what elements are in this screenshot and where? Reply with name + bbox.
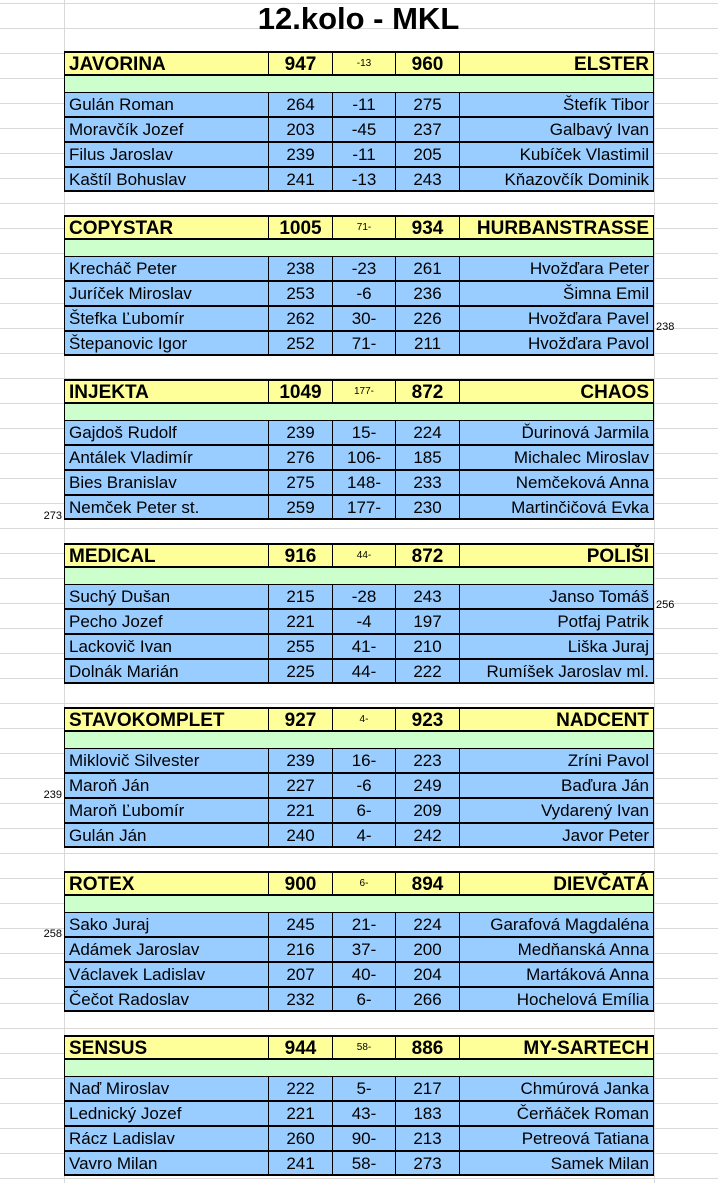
side-note: 238 (656, 321, 675, 333)
away-player-name: Martinčičová Evka (459, 495, 654, 520)
player-row (64, 306, 654, 331)
player-row (64, 609, 654, 634)
home-player-score: 253 (268, 281, 333, 306)
away-player-name: Baďura Ján (459, 773, 654, 798)
home-player-name: Antálek Vladimír (64, 445, 269, 470)
spacer-row (64, 896, 654, 912)
page-title: 12.kolo - MKL (257, 1, 460, 36)
home-player-name: Štefka Ľubomír (64, 306, 269, 331)
match-block (64, 215, 654, 356)
spacer-row (64, 76, 654, 92)
player-row (64, 331, 654, 356)
running-difference: 106- (332, 445, 396, 470)
away-player-name: Hvožďara Peter (459, 256, 654, 281)
away-player-score: 243 (395, 584, 460, 609)
away-team-name: ELSTER (459, 51, 654, 76)
home-player-score: 207 (268, 962, 333, 987)
away-player-score: 236 (395, 281, 460, 306)
away-player-score: 273 (395, 1151, 460, 1176)
home-player-name: Juríček Miroslav (64, 281, 269, 306)
away-player-score: 243 (395, 167, 460, 192)
away-player-name: Martáková Anna (459, 962, 654, 987)
side-note: 273 (43, 510, 62, 522)
player-row (64, 823, 654, 848)
player-row (64, 1076, 654, 1101)
away-team-score: 923 (395, 707, 460, 732)
match-block (64, 543, 654, 684)
away-team-score: 934 (395, 215, 460, 240)
away-player-name: Janso Tomáš (459, 584, 654, 609)
away-player-score: 213 (395, 1126, 460, 1151)
player-row (64, 912, 654, 937)
away-player-name: Rumíšek Jaroslav ml. (459, 659, 654, 684)
match-difference: 44- (332, 543, 396, 568)
home-team-name: SENSUS (64, 1035, 269, 1060)
spacer-row (64, 240, 654, 256)
home-player-name: Václavek Ladislav (64, 962, 269, 987)
running-difference: -23 (332, 256, 396, 281)
away-player-name: Hvožďara Pavol (459, 331, 654, 356)
player-row (64, 445, 654, 470)
home-team-score: 1049 (268, 379, 333, 404)
home-player-score: 240 (268, 823, 333, 848)
away-player-score: 242 (395, 823, 460, 848)
home-player-name: Lednický Jozef (64, 1101, 269, 1126)
home-team-score: 947 (268, 51, 333, 76)
running-difference: 6- (332, 987, 396, 1012)
home-player-score: 221 (268, 609, 333, 634)
match-header (64, 543, 654, 568)
home-player-name: Adámek Jaroslav (64, 937, 269, 962)
home-team-score: 1005 (268, 215, 333, 240)
away-player-name: Medňanská Anna (459, 937, 654, 962)
home-player-name: Maroň Ján (64, 773, 269, 798)
player-row (64, 117, 654, 142)
player-row (64, 773, 654, 798)
home-player-score: 232 (268, 987, 333, 1012)
away-player-name: Javor Peter (459, 823, 654, 848)
home-player-score: 241 (268, 167, 333, 192)
away-team-name: POLIŠI (459, 543, 654, 568)
home-player-name: Nemček Peter st. (64, 495, 269, 520)
home-player-score: 216 (268, 937, 333, 962)
spacer-row (64, 568, 654, 584)
home-player-score: 275 (268, 470, 333, 495)
home-player-score: 239 (268, 142, 333, 167)
home-player-name: Moravčík Jozef (64, 117, 269, 142)
away-team-name: HURBANSTRASSE (459, 215, 654, 240)
running-difference: -4 (332, 609, 396, 634)
player-row (64, 659, 654, 684)
away-player-score: 275 (395, 92, 460, 117)
home-player-score: 215 (268, 584, 333, 609)
home-player-name: Gajdoš Rudolf (64, 420, 269, 445)
running-difference: 37- (332, 937, 396, 962)
away-team-name: CHAOS (459, 379, 654, 404)
home-player-name: Naď Miroslav (64, 1076, 269, 1101)
home-player-score: 252 (268, 331, 333, 356)
match-header (64, 379, 654, 404)
home-team-score: 900 (268, 871, 333, 896)
match-block (64, 51, 654, 192)
match-header (64, 215, 654, 240)
player-row (64, 1101, 654, 1126)
player-row (64, 470, 654, 495)
away-player-score: 233 (395, 470, 460, 495)
running-difference: 58- (332, 1151, 396, 1176)
home-player-score: 239 (268, 748, 333, 773)
player-row (64, 1126, 654, 1151)
away-player-name: Nemčeková Anna (459, 470, 654, 495)
home-team-score: 927 (268, 707, 333, 732)
away-player-name: Hvožďara Pavel (459, 306, 654, 331)
away-player-score: 226 (395, 306, 460, 331)
home-team-name: JAVORINA (64, 51, 269, 76)
match-header (64, 51, 654, 76)
running-difference: 6- (332, 798, 396, 823)
away-player-name: Galbavý Ivan (459, 117, 654, 142)
player-row (64, 167, 654, 192)
running-difference: 71- (332, 331, 396, 356)
away-player-name: Samek Milan (459, 1151, 654, 1176)
player-row (64, 798, 654, 823)
away-player-name: Kňazovčík Dominik (459, 167, 654, 192)
match-header (64, 1035, 654, 1060)
player-row (64, 142, 654, 167)
home-team-score: 916 (268, 543, 333, 568)
home-team-name: MEDICAL (64, 543, 269, 568)
running-difference: 5- (332, 1076, 396, 1101)
running-difference: -11 (332, 142, 396, 167)
spacer-row (64, 404, 654, 420)
away-player-name: Štefík Tibor (459, 92, 654, 117)
away-player-score: 230 (395, 495, 460, 520)
away-player-score: 224 (395, 912, 460, 937)
running-difference: -6 (332, 773, 396, 798)
home-player-score: 227 (268, 773, 333, 798)
away-team-name: NADCENT (459, 707, 654, 732)
match-difference: 6- (332, 871, 396, 896)
match-difference: 58- (332, 1035, 396, 1060)
home-player-score: 239 (268, 420, 333, 445)
home-player-name: Sako Juraj (64, 912, 269, 937)
away-player-score: 222 (395, 659, 460, 684)
match-header (64, 871, 654, 896)
home-team-name: STAVOKOMPLET (64, 707, 269, 732)
running-difference: -45 (332, 117, 396, 142)
away-team-score: 894 (395, 871, 460, 896)
player-row (64, 584, 654, 609)
player-row (64, 256, 654, 281)
home-player-score: 264 (268, 92, 333, 117)
home-player-score: 221 (268, 798, 333, 823)
away-player-score: 197 (395, 609, 460, 634)
home-player-name: Bies Branislav (64, 470, 269, 495)
away-team-score: 872 (395, 543, 460, 568)
home-player-name: Maroň Ľubomír (64, 798, 269, 823)
away-player-name: Čerňáček Roman (459, 1101, 654, 1126)
home-player-name: Pecho Jozef (64, 609, 269, 634)
away-player-score: 211 (395, 331, 460, 356)
match-block (64, 1035, 654, 1176)
running-difference: 21- (332, 912, 396, 937)
home-player-score: 238 (268, 256, 333, 281)
running-difference: 4- (332, 823, 396, 848)
away-player-score: 185 (395, 445, 460, 470)
home-team-name: INJEKTA (64, 379, 269, 404)
away-team-score: 872 (395, 379, 460, 404)
away-player-name: Kubíček Vlastimil (459, 142, 654, 167)
home-player-name: Miklovič Silvester (64, 748, 269, 773)
home-player-score: 241 (268, 1151, 333, 1176)
running-difference: 41- (332, 634, 396, 659)
home-player-score: 245 (268, 912, 333, 937)
away-player-name: Ďurinová Jarmila (459, 420, 654, 445)
side-note: 258 (43, 928, 62, 940)
home-player-score: 225 (268, 659, 333, 684)
home-player-name: Filus Jaroslav (64, 142, 269, 167)
away-player-name: Michalec Miroslav (459, 445, 654, 470)
player-row (64, 495, 654, 520)
home-player-name: Lackovič Ivan (64, 634, 269, 659)
away-player-score: 223 (395, 748, 460, 773)
player-row (64, 937, 654, 962)
away-team-name: MY-SARTECH (459, 1035, 654, 1060)
player-row (64, 281, 654, 306)
match-block (64, 379, 654, 520)
home-player-name: Dolnák Marián (64, 659, 269, 684)
player-row (64, 962, 654, 987)
running-difference: -6 (332, 281, 396, 306)
away-player-name: Šimna Emil (459, 281, 654, 306)
home-player-score: 222 (268, 1076, 333, 1101)
running-difference: 16- (332, 748, 396, 773)
home-player-score: 221 (268, 1101, 333, 1126)
away-player-score: 266 (395, 987, 460, 1012)
player-row (64, 92, 654, 117)
running-difference: 15- (332, 420, 396, 445)
running-difference: 43- (332, 1101, 396, 1126)
running-difference: 30- (332, 306, 396, 331)
side-note: 256 (656, 599, 675, 611)
running-difference: -11 (332, 92, 396, 117)
player-row (64, 748, 654, 773)
away-player-score: 237 (395, 117, 460, 142)
away-player-name: Chmúrová Janka (459, 1076, 654, 1101)
home-player-score: 276 (268, 445, 333, 470)
running-difference: 44- (332, 659, 396, 684)
home-team-name: COPYSTAR (64, 215, 269, 240)
player-row (64, 420, 654, 445)
away-team-name: DIEVČATÁ (459, 871, 654, 896)
away-player-name: Potfaj Patrik (459, 609, 654, 634)
away-player-score: 204 (395, 962, 460, 987)
running-difference: -28 (332, 584, 396, 609)
away-player-score: 200 (395, 937, 460, 962)
spacer-row (64, 1060, 654, 1076)
spacer-row (64, 732, 654, 748)
away-player-name: Hochelová Emília (459, 987, 654, 1012)
away-player-score: 217 (395, 1076, 460, 1101)
away-player-name: Garafová Magdaléna (459, 912, 654, 937)
home-player-score: 260 (268, 1126, 333, 1151)
match-header (64, 707, 654, 732)
home-player-score: 203 (268, 117, 333, 142)
player-row (64, 987, 654, 1012)
player-row (64, 1151, 654, 1176)
running-difference: 148- (332, 470, 396, 495)
player-row (64, 634, 654, 659)
match-block (64, 707, 654, 848)
away-player-name: Liška Juraj (459, 634, 654, 659)
home-team-name: ROTEX (64, 871, 269, 896)
home-player-score: 255 (268, 634, 333, 659)
away-player-score: 205 (395, 142, 460, 167)
home-player-score: 259 (268, 495, 333, 520)
home-player-name: Kaštíl Bohuslav (64, 167, 269, 192)
home-player-name: Gulán Roman (64, 92, 269, 117)
away-player-score: 261 (395, 256, 460, 281)
running-difference: 177- (332, 495, 396, 520)
match-difference: 177- (332, 379, 396, 404)
home-player-score: 262 (268, 306, 333, 331)
home-player-name: Vavro Milan (64, 1151, 269, 1176)
home-player-name: Krecháč Peter (64, 256, 269, 281)
away-player-score: 210 (395, 634, 460, 659)
running-difference: 90- (332, 1126, 396, 1151)
away-player-score: 183 (395, 1101, 460, 1126)
home-player-name: Gulán Ján (64, 823, 269, 848)
match-block (64, 871, 654, 1012)
gridline (654, 0, 655, 1183)
away-team-score: 886 (395, 1035, 460, 1060)
away-player-score: 224 (395, 420, 460, 445)
home-player-name: Čečot Radoslav (64, 987, 269, 1012)
home-player-name: Suchý Dušan (64, 584, 269, 609)
side-note: 239 (43, 789, 62, 801)
away-team-score: 960 (395, 51, 460, 76)
running-difference: 40- (332, 962, 396, 987)
away-player-name: Zríni Pavol (459, 748, 654, 773)
away-player-score: 249 (395, 773, 460, 798)
home-player-name: Rácz Ladislav (64, 1126, 269, 1151)
match-difference: 4- (332, 707, 396, 732)
home-player-name: Štepanovic Igor (64, 331, 269, 356)
away-player-name: Vydarený Ivan (459, 798, 654, 823)
home-team-score: 944 (268, 1035, 333, 1060)
away-player-score: 209 (395, 798, 460, 823)
match-difference: -13 (332, 51, 396, 76)
away-player-name: Petreová Tatiana (459, 1126, 654, 1151)
match-difference: 71- (332, 215, 396, 240)
running-difference: -13 (332, 167, 396, 192)
